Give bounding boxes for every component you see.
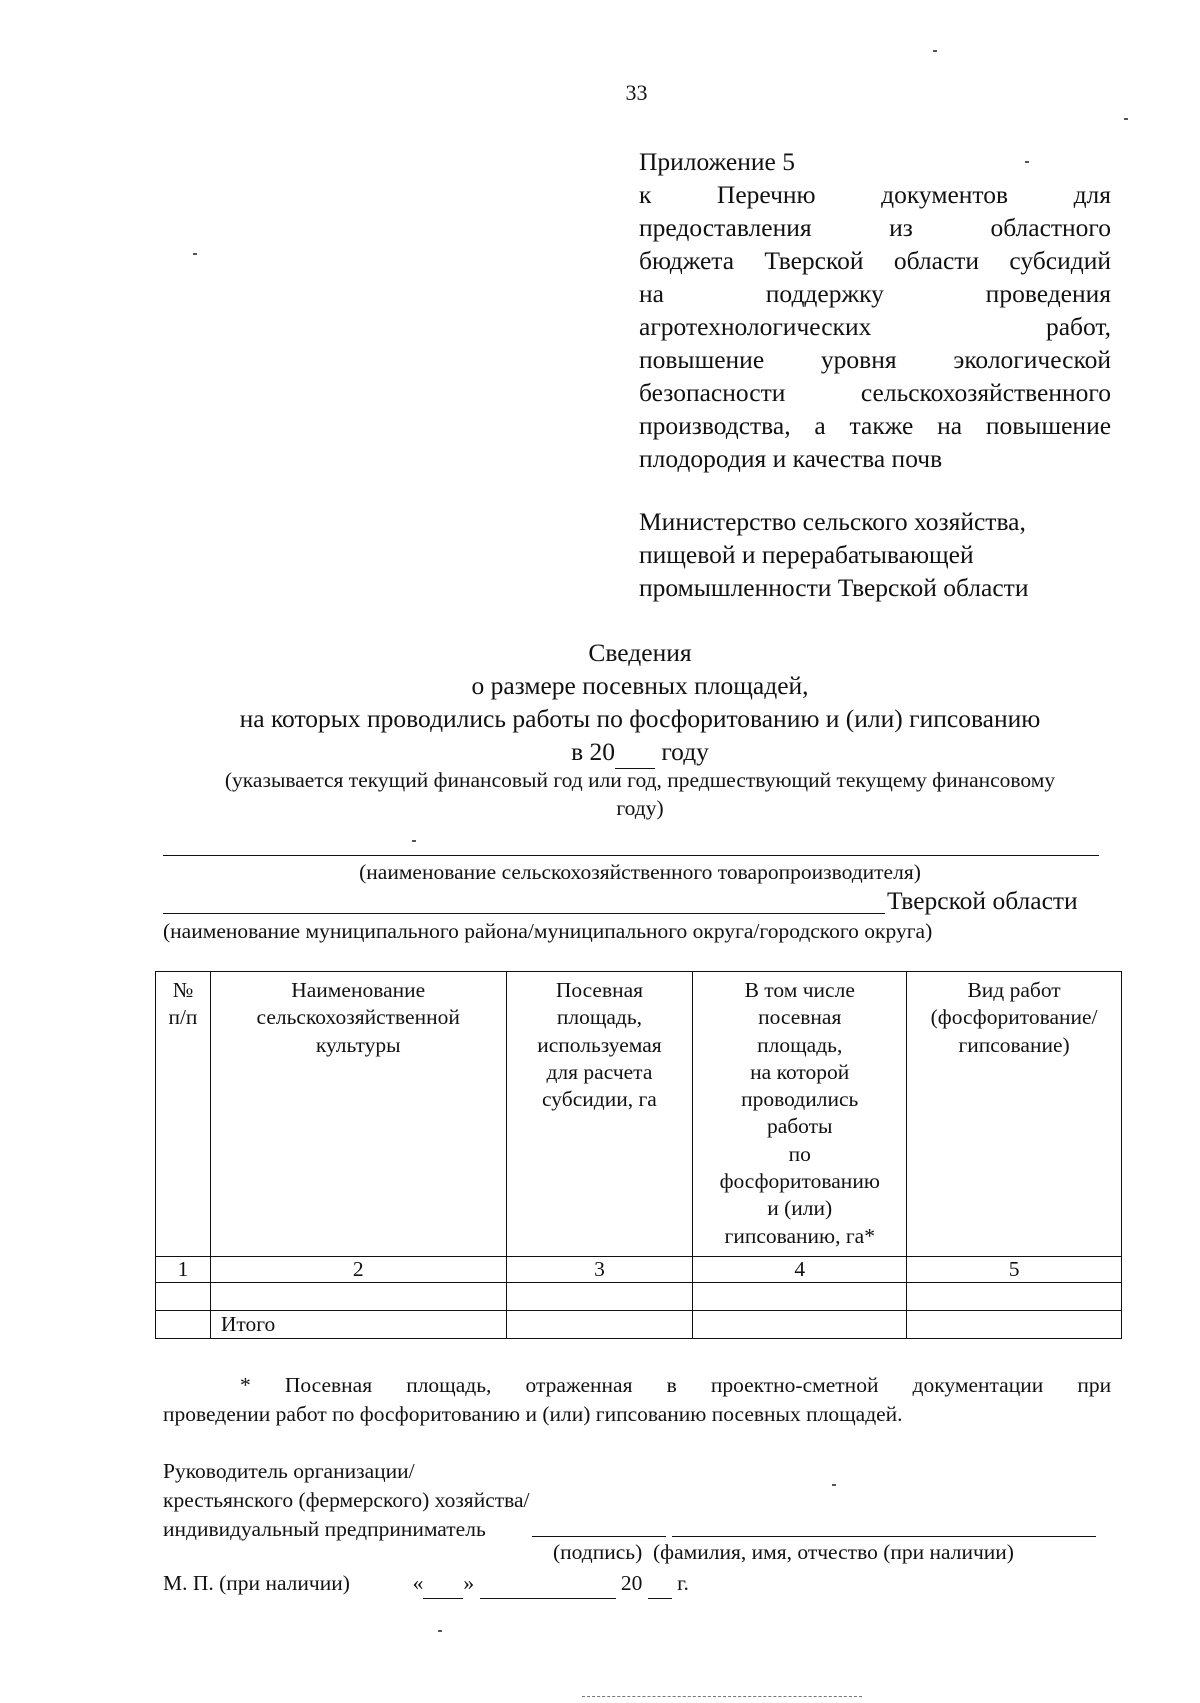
- ministry-line-3: промышленности Тверской области: [639, 573, 1029, 602]
- header-crop: Наименование сельскохозяйственной культуры: [210, 972, 506, 1257]
- table-cell[interactable]: [907, 1311, 1122, 1339]
- producer-name-line[interactable]: [163, 855, 1099, 856]
- table-cell[interactable]: [693, 1283, 907, 1311]
- date-year-blank: [648, 1569, 672, 1599]
- column-number: 3: [506, 1257, 693, 1283]
- appendix-line-5: агротехнологических работ,: [639, 312, 1111, 341]
- appendix-title: Приложение 5: [639, 147, 795, 176]
- date-month-blank: [480, 1569, 616, 1599]
- table-total-row: [156, 1311, 1122, 1339]
- footnote-line-2: проведении работ по фосфоритованию и (или) гипсованию посевных площадей.: [163, 1402, 903, 1426]
- heading-note-line-1: (указывается текущий финансовый год или год, предшествующий текущему финансовому: [224, 768, 1056, 792]
- signature-role-line-2: крестьянского (фермерского) хозяйства/: [163, 1488, 530, 1512]
- heading-line-3: на которых проводились работы по фосфоритованию и (или) гипсованию: [239, 704, 1041, 733]
- scan-speck: [412, 840, 416, 842]
- signature-role: [163, 1457, 530, 1544]
- appendix-line-7: безопасности сельскохозяйственного: [639, 378, 1111, 407]
- appendix-header: [639, 145, 1111, 475]
- heading-note-line-2: году): [616, 796, 664, 820]
- table-cell[interactable]: [156, 1311, 211, 1339]
- document-heading: [160, 636, 1120, 769]
- signature-caption: (подпись): [553, 1540, 643, 1564]
- date-day-blank: [423, 1569, 463, 1599]
- date-field[interactable]: « » 20 г.: [413, 1571, 689, 1595]
- appendix-line-3: бюджета Тверской области субсидий: [639, 246, 1111, 275]
- header-number: № п/п: [156, 972, 211, 1257]
- column-number: 1: [156, 1257, 211, 1283]
- appendix-line-9: плодородия и качества почв: [639, 444, 943, 473]
- footnote-line-1: * Посевная площадь, отраженная в проектно-сметной документации при: [240, 1373, 1112, 1397]
- page-number: 33: [625, 80, 648, 105]
- footnote: [163, 1371, 1111, 1429]
- table-cell[interactable]: [506, 1283, 693, 1311]
- table-cell[interactable]: [210, 1283, 506, 1311]
- ministry-addressee: [639, 505, 1119, 604]
- ministry-line-2: пищевой и перерабатывающей: [639, 540, 974, 569]
- table-column-number-row: [156, 1257, 1122, 1283]
- appendix-line-1: к Перечню документов для: [639, 180, 1111, 209]
- header-work-type: Вид работ (фосфоритование/ гипсование): [907, 972, 1122, 1257]
- district-caption: (наименование муниципального района/муниципального округа/городского округа): [163, 919, 933, 943]
- header-treated-area: В том числе посевная площадь, на которой проводились работы по фосфоритованию и (или) гипсованию, га*: [693, 972, 907, 1257]
- appendix-line-8: производства, а также на повышение: [639, 411, 1112, 440]
- total-label: Итого: [210, 1311, 506, 1339]
- producer-caption: (наименование сельскохозяйственного товаропроизводителя): [359, 860, 921, 884]
- district-name-line[interactable]: [163, 913, 885, 914]
- signature-line[interactable]: [532, 1536, 666, 1537]
- page-bottom-rule: [582, 1696, 862, 1697]
- scan-speck: [193, 253, 197, 255]
- appendix-line-2: предоставления из областного: [639, 213, 1112, 242]
- scan-speck: [933, 50, 937, 52]
- scan-speck: [1124, 118, 1128, 120]
- table-cell[interactable]: [156, 1283, 211, 1311]
- full-name-caption: (фамилия, имя, отчество (при наличии): [653, 1540, 1014, 1564]
- region-suffix: Тверской области: [887, 886, 1078, 915]
- heading-year: в 20 году: [160, 735, 1120, 769]
- table-cell[interactable]: [907, 1283, 1122, 1311]
- table-cell[interactable]: [506, 1311, 693, 1339]
- signature-captions: [553, 1538, 1014, 1567]
- column-number: 4: [693, 1257, 907, 1283]
- column-number: 2: [210, 1257, 506, 1283]
- table-header-row: [156, 972, 1122, 1257]
- scan-speck: [832, 1484, 836, 1486]
- header-sown-area: Посевная площадь, используемая для расчета субсидии, га: [506, 972, 693, 1257]
- sown-area-table: [155, 971, 1122, 1339]
- appendix-line-4: на поддержку проведения: [639, 279, 1112, 308]
- full-name-line[interactable]: [672, 1536, 1096, 1537]
- scan-speck: [1025, 161, 1029, 163]
- heading-title: Сведения: [588, 638, 692, 667]
- table-cell[interactable]: [693, 1311, 907, 1339]
- scan-speck: [438, 1630, 442, 1632]
- seal-label: М. П. (при наличии): [163, 1571, 350, 1595]
- heading-note: [160, 766, 1120, 822]
- signature-role-line-3: индивидуальный предприниматель: [163, 1517, 486, 1541]
- appendix-line-6: повышение уровня экологической: [639, 345, 1111, 374]
- heading-line-2: о размере посевных площадей,: [471, 671, 809, 700]
- signature-role-line-1: Руководитель организации/: [163, 1459, 415, 1483]
- seal-date-line: [163, 1569, 689, 1599]
- table-row: [156, 1283, 1122, 1311]
- ministry-line-1: Министерство сельского хозяйства,: [639, 507, 1026, 536]
- column-number: 5: [907, 1257, 1122, 1283]
